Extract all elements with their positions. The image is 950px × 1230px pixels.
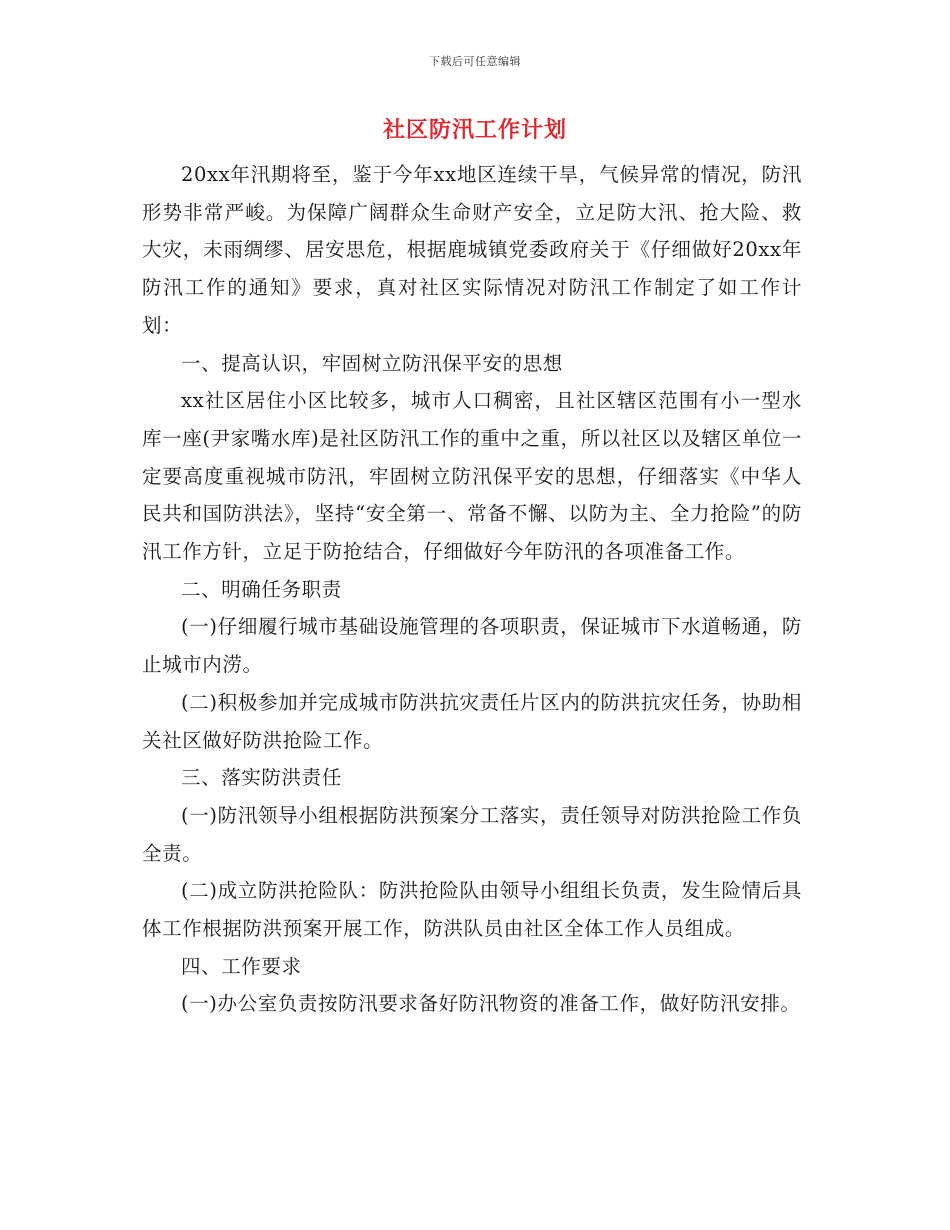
- header-note: 下载后可任意编辑: [429, 55, 521, 68]
- paragraph-item: (一)仔细履行城市基础设施管理的各项职责，保证城市下水道畅通，防止城市内涝。: [142, 615, 802, 677]
- section-heading-2: 二、明确任务职责: [181, 577, 342, 601]
- section-heading-4: 四、工作要求: [181, 954, 302, 978]
- paragraph-item: (一)办公室负责按防汛要求备好防汛物资的准备工作，做好防汛安排。: [181, 992, 801, 1016]
- document-title: 社区防汛工作计划: [382, 117, 567, 143]
- paragraph-item: (二)积极参加并完成城市防洪抗灾责任片区内的防洪抗灾任务，协助相关社区做好防洪抢险工作。: [142, 690, 802, 752]
- paragraph-section-1: xx社区居住小区比较多，城市人口稠密，且社区辖区范围有小一型水库一座(尹家嘴水库)是社区防汛工作的重中之重，所以社区以及辖区单位一定要高度重视城市防汛，牢固树立防汛保平安的思想，仔细落实《中华人民共和国防洪法》，坚持“安全第一、常备不懈、以防为主、全力抢险”的防汛工作方针，立足于防抢结合，仔细做好今年防汛的各项准备工作。: [142, 389, 802, 564]
- paragraph-item: (一)防汛领导小组根据防洪预案分工落实，责任领导对防洪抢险工作负全责。: [142, 803, 802, 865]
- section-heading-3: 三、落实防洪责任: [181, 766, 342, 790]
- section-heading-1: 一、提高认识，牢固树立防汛保平安的思想: [181, 351, 563, 375]
- paragraph-intro: 20xx年汛期将至，鉴于今年xx地区连续干旱，气候异常的情况，防汛形势非常严峻。为保障广阔群众生命财产安全，立足防大汛、抢大险、救大灾，未雨绸缪、居安思危，根据鹿城镇党委政府关于《仔细做好20xx年防汛工作的通知》要求，真对社区实际情况对防汛工作制定了如工作计划：: [142, 163, 802, 337]
- paragraph-item: (二)成立防洪抢险队：防洪抢险队由领导小组组长负责，发生险情后具体工作根据防洪预案开展工作，防洪队员由社区全体工作人员组成。: [142, 879, 802, 941]
- document-body: [142, 156, 802, 1023]
